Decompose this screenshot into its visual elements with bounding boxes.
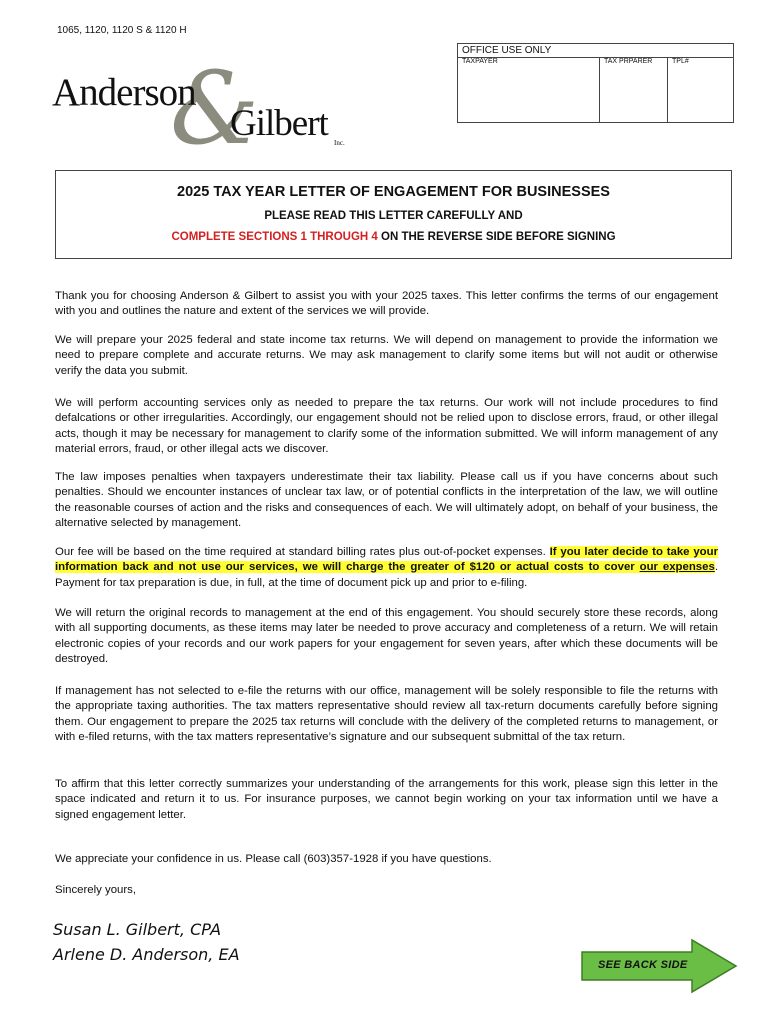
paragraph-affirm: To affirm that this letter correctly summarizes your understanding of the arrangements for this work, please sign this letter in the space indicated and return it to us. For insurance purposes, we cannot begin working on your tax information until we have a signed engagement letter. (55, 778, 718, 821)
paragraph-accounting: We will perform accounting services only as needed to prepare the tax returns. Our work will not include procedures to find defalcations or other irregularities. Accordingly, our engagement should not be relied upon to disclose errors, fraud, or other illegal acts, though it may be necessary for management to clarify some of the information submitted. We will inform management of any material errors, fraud, or other illegal acts we discover. (55, 397, 718, 456)
taxpayer-label: TAXPAYER (462, 58, 498, 65)
letter-instruction (56, 231, 731, 243)
fee-text: Our fee will be based on the time required at standard billing rates plus out-of-pocket expenses. (55, 546, 550, 558)
tax-preparer-cell[interactable] (599, 57, 667, 122)
see-back-side-arrow[interactable] (580, 938, 740, 994)
letter-subtitle: PLEASE READ THIS LETTER CAREFULLY AND (264, 210, 523, 222)
form-code: 1065, 1120, 1120 S & 1120 H (57, 25, 187, 36)
closing: Sincerely yours, (55, 884, 137, 896)
paragraph-records: We will return the original records to management at the end of this engagement. You should securely store these records, along with all supporting documents, as these items may later be needed to prove accuracy and completeness of a return. We will retain electronic copies of your records and our work papers for your engagement for seven years, after which these documents will be destroyed. (55, 607, 718, 666)
paragraph-intro: Thank you for choosing Anderson & Gilbert to assist you with your 2025 taxes. This letter confirms the terms of our engagement with you and outlines the nature and extent of the services we will provide. (55, 290, 718, 318)
fee-highlight-text: If you later decide to take your information back and not use our services, we will charge the greater of $120 or actual costs to cover (55, 546, 718, 574)
office-use-title: OFFICE USE ONLY (462, 45, 552, 56)
signature-gilbert: Susan L. Gilbert, CPA (53, 920, 222, 939)
paragraph-contact: We appreciate your confidence in us. Please call (603)357-1928 if you have questions. (55, 853, 492, 865)
company-logo (52, 50, 352, 167)
see-back-side-label: SEE BACK SIDE (598, 959, 688, 971)
office-use-box (457, 43, 734, 123)
letter-title: 2025 TAX YEAR LETTER OF ENGAGEMENT FOR BUSINESSES (177, 184, 610, 200)
paragraph-penalties: The law imposes penalties when taxpayers underestimate their tax liability. Please call us if you have concerns about such penalties. Should we encounter instances of unclear tax law, or of potential conflicts in the interpretation of the law, we will outline the reasonable courses of action and the risks and consequences of each. We will ultimately adopt, on behalf of your business, the alternative selected by management. (55, 471, 718, 530)
paragraph-returns: We will prepare your 2025 federal and state income tax returns. We will depend on management to provide the information we need to prepare complete and accurate returns. We may ask management to clarify some items but will not audit or otherwise verify the data you submit. (55, 334, 718, 377)
fee-payment-text: . Payment for tax preparation is due, in full, at the time of document pick up and prior to e-filing. (55, 561, 718, 589)
paragraph-efile: If management has not selected to e-file the returns with our office, management will be solely responsible to file the returns with the appropriate taxing authorities. The tax matters representative should review all tax-return documents carefully before signing them. Our engagement to prepare the 2025 tax returns will conclude with the delivery of the completed returns to management, or with e-filed returns, with the tax matters representative’s signature and our subsequent submittal of the tax return. (55, 685, 718, 744)
tax-preparer-label: TAX PRPARER (604, 58, 653, 65)
fee-highlight-underline: our expenses (639, 561, 715, 574)
taxpayer-cell[interactable] (458, 57, 599, 122)
instruction-rest: ON THE REVERSE SIDE BEFORE SIGNING (377, 231, 616, 243)
tpl-cell[interactable] (667, 57, 733, 122)
title-box (55, 170, 732, 259)
instruction-red: COMPLETE SECTIONS 1 THROUGH 4 (171, 231, 378, 243)
logo-inc: Inc. (334, 139, 345, 147)
paragraph-fees (55, 545, 718, 591)
signature-anderson: Arlene D. Anderson, EA (53, 945, 240, 964)
logo-gilbert: Gilbert (230, 103, 328, 144)
logo-anderson: Anderson (52, 71, 196, 114)
logo-ampersand: & (170, 50, 260, 167)
tpl-label: TPL# (672, 58, 689, 65)
